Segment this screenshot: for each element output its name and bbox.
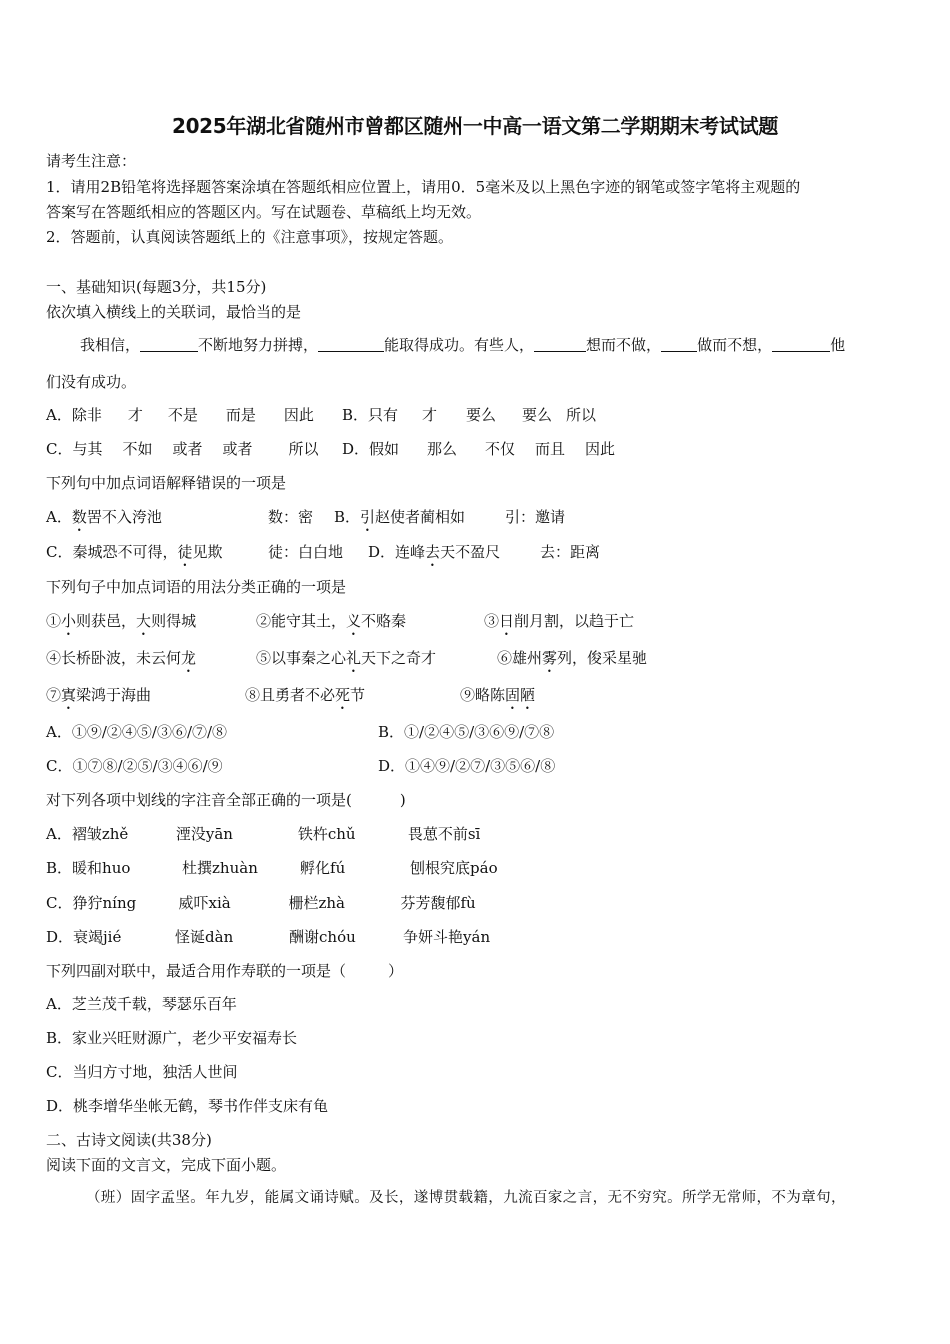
section1-heading: 一、基础知识(每题3分，共15分) xyxy=(46,278,267,296)
q1-option-d: D．假如 那么 不仅 而且 因此 xyxy=(342,440,616,458)
passage-line1: （班）固字孟坚。年九岁，能属文诵诗赋。及长，遂博贯载籍，九流百家之言，无不穷究。所学无常师，不为章句， xyxy=(86,1190,846,1206)
q4-option-c: C．狰狞níng 威吓xià 栅栏zhà 芬芳馥郁fù xyxy=(46,894,476,912)
q3-item-1: ①小则获邑，大则得城 xyxy=(46,612,197,630)
q1-sentence: 我相信， 不断地努力拼搏， 能取得成功。有些人， 想而不做， 做而不想， 他 xyxy=(80,336,846,354)
section2-intro: 阅读下面的文言文，完成下面小题。 xyxy=(46,1156,287,1174)
q5-option-b: B．家业兴旺财源广，老少平安福寿长 xyxy=(46,1029,298,1047)
q3-item-7: ⑦寘梁鸿于海曲 xyxy=(46,686,152,704)
section2-heading: 二、古诗文阅读(共38分) xyxy=(46,1131,212,1149)
q4-option-d: D．衰竭jié 怪诞dàn 酬谢chóu 争妍斗艳yán xyxy=(46,928,491,946)
q1-option-c: C．与其 不如 或者 或者 所以 xyxy=(46,440,319,458)
q2-option-b-gloss: 引：邀请 xyxy=(505,508,566,526)
q3-option-d: D．①④⑨/②⑦/③⑤⑥/⑧ xyxy=(378,757,556,775)
q4-stem: 对下列各项中划线的字注音全部正确的一项是( ) xyxy=(46,791,406,809)
q2-option-c-gloss: 徒：白白地 xyxy=(268,543,344,561)
q5-option-d: D．桃李增华坐帐无鹤，琴书作伴支床有龟 xyxy=(46,1097,329,1115)
q3-stem: 下列句子中加点词语的用法分类正确的一项是 xyxy=(46,578,347,596)
q3-item-5: ⑤以事秦之心礼天下之奇才 xyxy=(256,649,437,667)
q5-option-a: A．芝兰茂千载，琴瑟乐百年 xyxy=(46,995,237,1013)
q3-option-b: B．①/②④⑤/③⑥⑨/⑦⑧ xyxy=(378,723,555,741)
q3-item-2: ②能守其土，义不赂秦 xyxy=(256,612,407,630)
q1-sentence-line2: 们没有成功。 xyxy=(46,373,137,391)
q4-option-a: A．褶皱zhě 湮没yān 铁杵chǔ 畏葸不前sī xyxy=(46,825,481,843)
q3-item-4: ④长桥卧波，未云何龙 xyxy=(46,649,197,667)
notice-item1-line1: 1．请用2B铅笔将选择题答案涂填在答题纸相应位置上，请用0．5毫米及以上黑色字迹的钢笔或签字笔将主观题的 xyxy=(46,178,801,196)
q1-option-a: A．除非 才 不是 而是 因此 xyxy=(46,406,314,424)
blank xyxy=(140,337,198,352)
q2-option-d-gloss: 去：距离 xyxy=(540,543,601,561)
blank xyxy=(318,337,384,352)
q1-stem: 依次填入横线上的关联词，最恰当的是 xyxy=(46,303,302,321)
exam-title: 2025年湖北省随州市曾都区随州一中高一语文第二学期期末考试试题 xyxy=(171,114,779,138)
q2-option-a-gloss: 数：密 xyxy=(268,508,314,526)
q3-item-3: ③日削月割，以趋于亡 xyxy=(484,612,635,630)
blank xyxy=(534,337,586,352)
q3-option-c: C．①⑦⑧/②⑤/③④⑥/⑨ xyxy=(46,757,223,775)
q2-stem: 下列句中加点词语解释错误的一项是 xyxy=(46,474,287,492)
notice-heading: 请考生注意： xyxy=(46,152,137,170)
q3-item-9: ⑨略陈固陋 xyxy=(460,686,536,704)
q1-option-b: B．只有 才 要么 要么 所以 xyxy=(342,406,597,424)
q2-option-c: C．秦城恐不可得，徒见欺 xyxy=(46,543,223,561)
q2-option-b: B．引赵使者蔺相如 xyxy=(334,508,466,526)
q2-option-d: D．连峰去天不盈尺 xyxy=(368,543,501,561)
q4-option-b: B．暖和huo 杜撰zhuàn 孵化fú 刨根究底páo xyxy=(46,859,498,877)
q3-item-6: ⑥雄州雾列，俊采星驰 xyxy=(497,649,648,667)
notice-item2: 2．答题前，认真阅读答题纸上的《注意事项》，按规定答题。 xyxy=(46,228,454,246)
blank xyxy=(772,337,830,352)
q3-item-8: ⑧且勇者不必死节 xyxy=(245,686,366,704)
q5-option-c: C．当归方寸地，独活人世间 xyxy=(46,1063,238,1081)
q3-option-a: A．①⑨/②④⑤/③⑥/⑦/⑧ xyxy=(46,723,228,741)
notice-item1-line2: 答案写在答题纸相应的答题区内。写在试题卷、草稿纸上均无效。 xyxy=(46,203,482,221)
blank xyxy=(661,337,697,352)
q2-option-a: A．数罟不入洿池 xyxy=(46,508,162,526)
q5-stem: 下列四副对联中，最适合用作寿联的一项是（ ） xyxy=(46,962,404,980)
